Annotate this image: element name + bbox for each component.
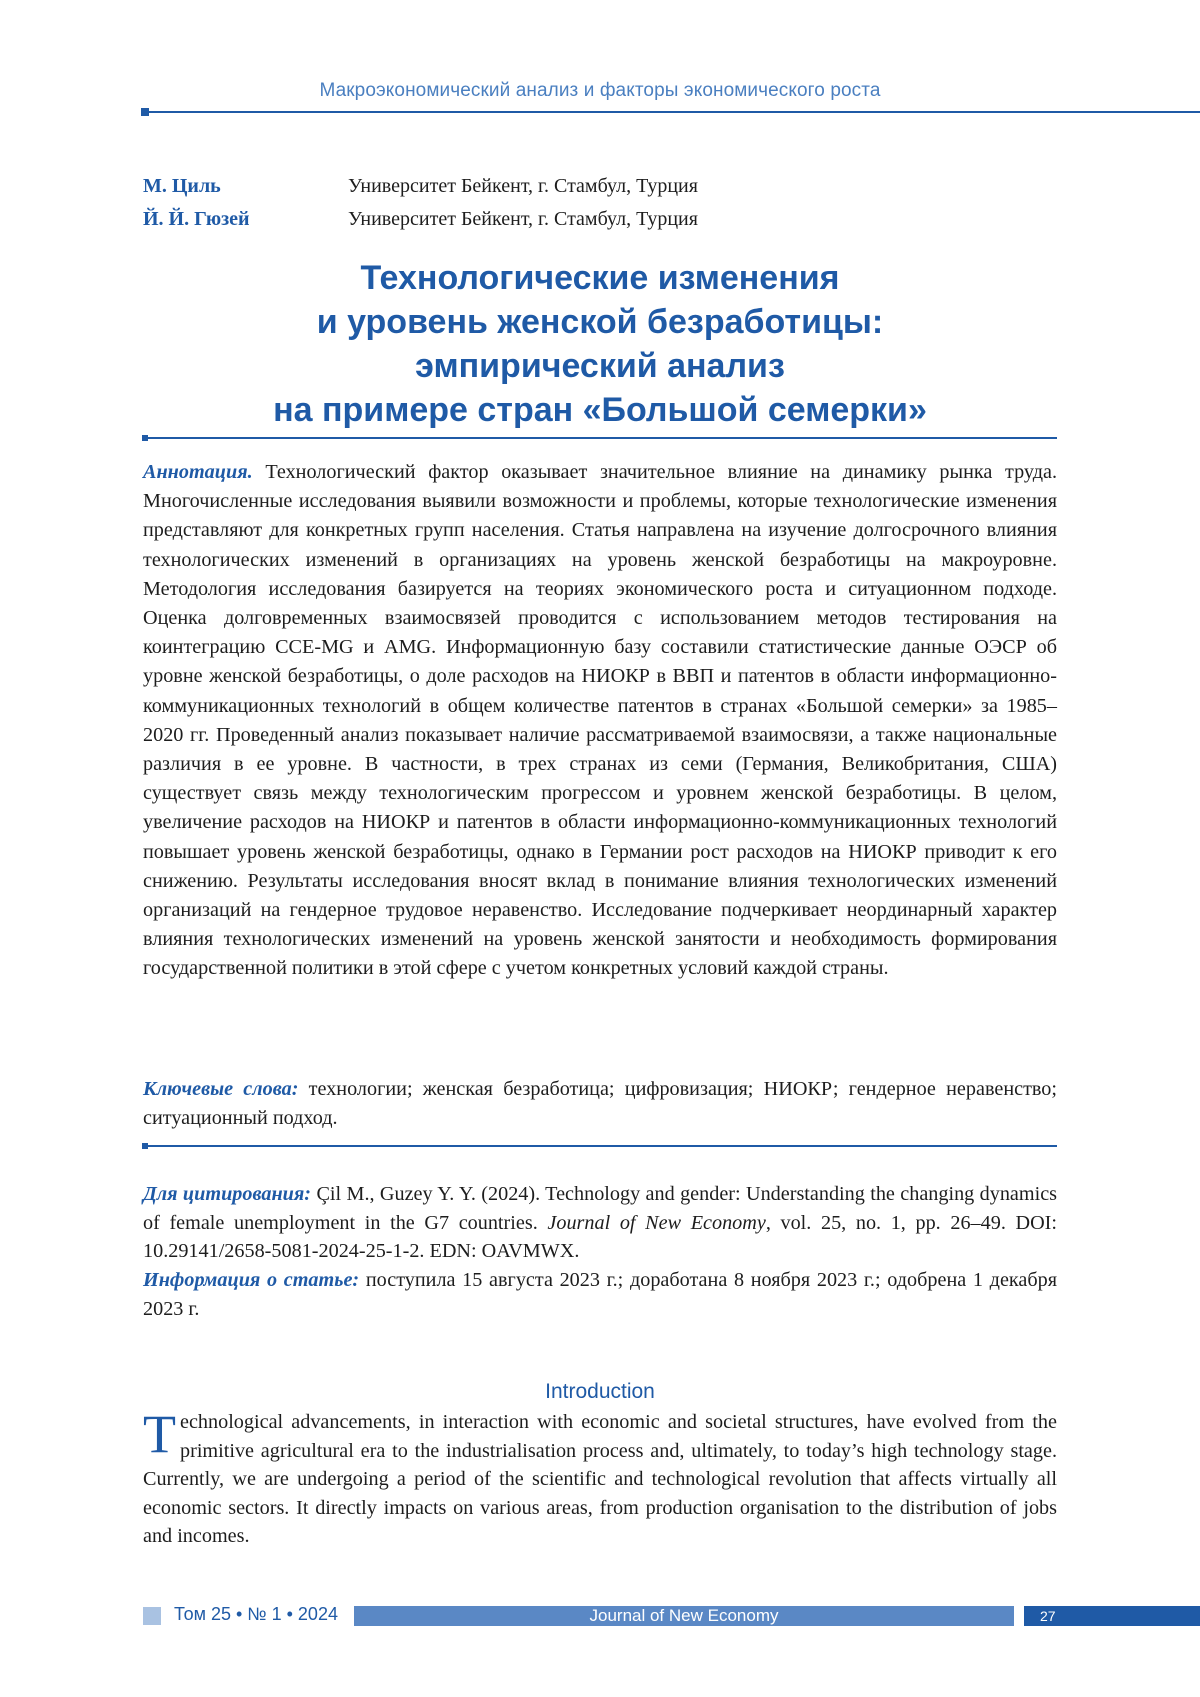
citation-label: Для цитирования: (143, 1183, 311, 1205)
footer-issue: Том 25 • № 1 • 2024 (174, 1604, 338, 1625)
citation-journal: Journal of New Economy (547, 1212, 765, 1234)
article-title (143, 256, 1057, 432)
page-number: 27 (1024, 1606, 1200, 1626)
title-line: эмпирический анализ (143, 344, 1057, 388)
footer-journal-name: Journal of New Economy (354, 1606, 1014, 1626)
title-line: и уровень женской безработицы: (143, 300, 1057, 344)
citation-details: , vol. 25, no. 1, pp. 26–49. DOI: 10.29141/2658-5081-2024-25-1-2. EDN: OAVMWX. (143, 1212, 1057, 1263)
keywords (143, 1075, 1057, 1133)
keywords-text: технологии; женская безработица; цифровизация; НИОКР; гендерное неравенство; ситуационный подход. (143, 1078, 1057, 1129)
introduction-paragraph (143, 1408, 1057, 1551)
author-name: Й. Й. Гюзей (143, 208, 348, 231)
citation (143, 1180, 1057, 1266)
authors-block (143, 170, 1043, 236)
author-name: М. Циль (143, 175, 348, 198)
article-info-label: Информация о статье: (143, 1269, 359, 1291)
abstract-label: Аннотация. (143, 461, 253, 483)
section-heading: Introduction (0, 1380, 1200, 1404)
author-row (143, 170, 1043, 203)
article-info (143, 1266, 1057, 1323)
keywords-rule (143, 1145, 1057, 1147)
title-line: на примере стран «Большой семерки» (143, 388, 1057, 432)
title-rule (143, 437, 1057, 439)
citation-text: Çil M., Guzey Y. Y. (2024). Technology and gender: Understanding the changing dynamics of female unemployment in the G7 countries. (143, 1183, 1057, 1234)
introduction-text: echnological advancements, in interaction with economic and societal structures, have evolved from the primitive agricultural era to the industrialisation process and, ultimately, to today’s high technology stage. Currently, we are undergoing a period of the scientific and technological revolution that affects virtually all economic sectors. It directly impacts on various areas, from production organisation to the distribution of jobs and incomes. (143, 1411, 1057, 1547)
article-info-text: поступила 15 августа 2023 г.; доработана 8 ноября 2023 г.; одобрена 1 декабря 2023 г. (143, 1269, 1057, 1320)
footer-square-icon (143, 1607, 161, 1625)
abstract (143, 458, 1057, 984)
author-affiliation: Университет Бейкент, г. Стамбул, Турция (348, 208, 698, 231)
running-head: Макроэкономический анализ и факторы экономического роста (0, 80, 1200, 102)
author-affiliation: Университет Бейкент, г. Стамбул, Турция (348, 175, 698, 198)
title-line: Технологические изменения (143, 256, 1057, 300)
drop-cap: T (143, 1412, 176, 1456)
author-row (143, 203, 1043, 236)
abstract-text: Технологический фактор оказывает значительное влияние на динамику рынка труда. Многочисленные исследования выявили возможности и проблемы, которые технологические изменения представляют для конкретных групп населения. Статья направлена на изучение долгосрочного влияния технологических изменений в организациях на уровень женской безработицы на макроуровне. Методология исследования базируется на теориях экономического роста и ситуационном подходе. Оценка долговременных взаимосвязей проводится с использованием методов тестирования на коинтеграцию CCE-MG и AMG. Информационную базу составили статистические данные ОЭСР об уровне женской безработицы, о доле расходов на НИОКР в ВВП и патентов в области информационно-коммуникационных технологий в общем количестве патентов в странах «Большой семерки» за 1985–2020 гг. Проведенный анализ показывает наличие рассматриваемой взаимосвязи, а также национальные различия в ее уровне. В частности, в трех странах из семи (Германия, Великобритания, США) существует связь между технологическим прогрессом и уровнем женской безработицы. В целом, увеличение расходов на НИОКР и патентов в области информационно-коммуникационных технологий повышает уровень женской безработицы, однако в Германии рост расходов на НИОКР приводит к его снижению. Результаты исследования вносят вклад в понимание влияния технологических изменений организаций на гендерное трудовое неравенство. Исследование подчеркивает неординарный характер влияния технологических изменений на уровень женской занятости и необходимость формирования государственной политики в этой сфере с учетом конкретных условий каждой страны. (143, 461, 1057, 979)
keywords-label: Ключевые слова: (143, 1078, 298, 1100)
header-rule (147, 111, 1200, 113)
